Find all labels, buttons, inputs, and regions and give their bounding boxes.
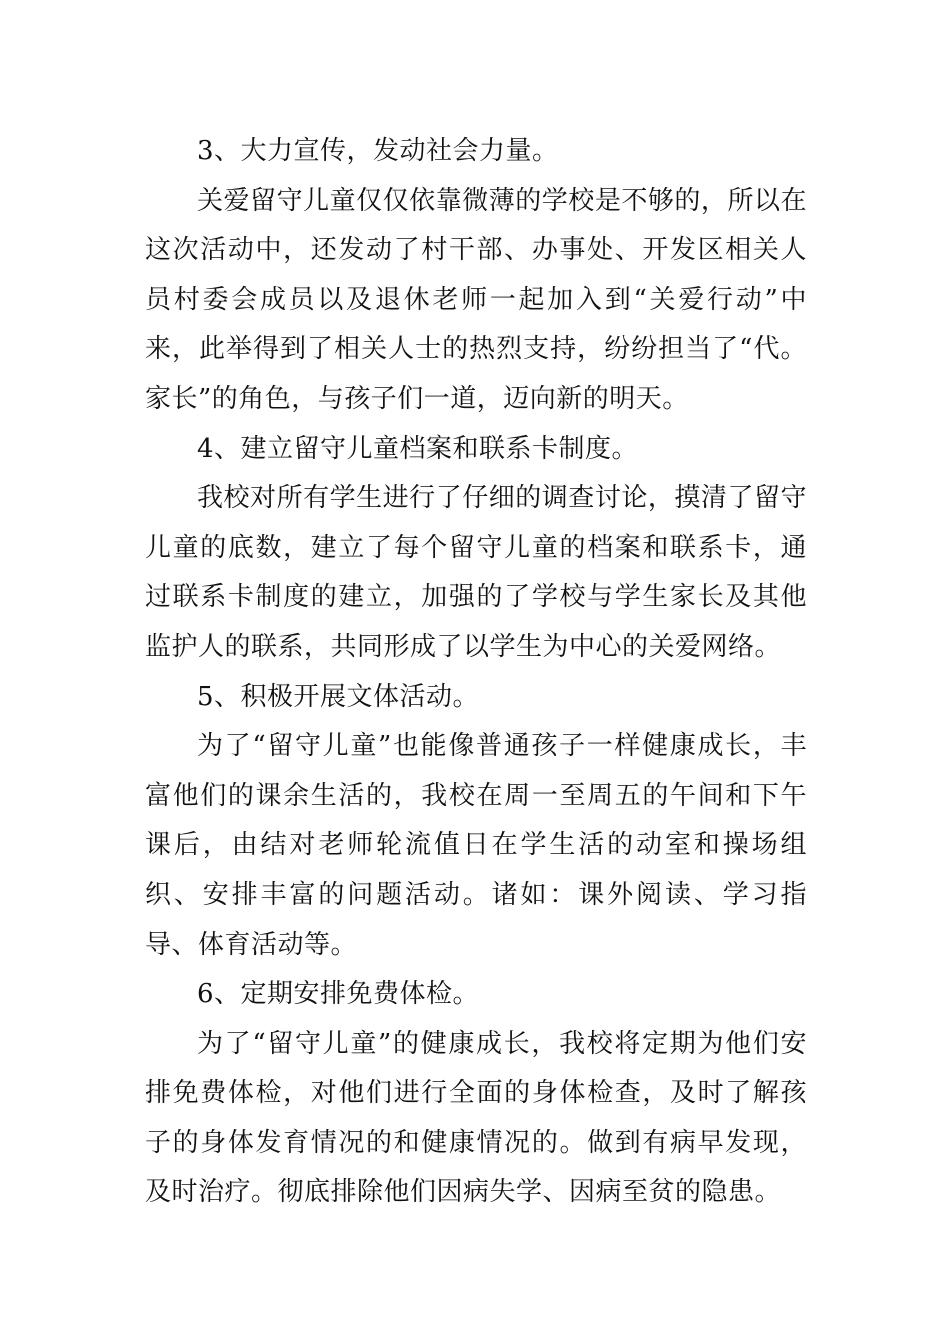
document-body bbox=[145, 127, 807, 1218]
heading-4-records-system: 4、建立留守儿童档案和联系卡制度。 bbox=[197, 433, 639, 464]
paragraph-health-checks: 为了“留守儿童”的健康成长，我校将定期为他们安排免费体检，对他们进行全面的身体检查，及时了解孩子的身体发育情况的和健康情况的。做到有病早发现，及时治疗。彻底排除他们因病失学、因病至贫的隐患。 bbox=[145, 1028, 807, 1208]
heading-5-activities: 5、积极开展文体活动。 bbox=[197, 681, 480, 712]
paragraph-social-support: 关爱留守儿童仅仅依靠微薄的学校是不够的，所以在这次活动中，还发动了村干部、办事处、开发区相关人员村委会成员以及退休老师一起加入到“关爱行动”中来，此举得到了相关人士的热烈支持，纷纷担当了“代。家长”的角色，与孩子们一道，迈向新的明天。 bbox=[145, 185, 807, 414]
paragraph-activities: 为了“留守儿童”也能像普通孩子一样健康成长，丰富他们的课余生活的，我校在周一至周五的午间和下午课后，由结对老师轮流值日在学生活的动室和操场组织、安排丰富的问题活动。诸如：课外阅读、学习指导、体育活动等。 bbox=[145, 731, 807, 960]
heading-3-publicity: 3、大力宣传，发动社会力量。 bbox=[197, 136, 559, 166]
heading-6-health-checks: 6、定期安排免费体检。 bbox=[197, 979, 480, 1010]
paragraph-records-system: 我校对所有学生进行了仔细的调查讨论，摸清了留守儿童的底数，建立了每个留守儿童的档案和联系卡，通过联系卡制度的建立，加强的了学校与学生家长及其他监护人的联系，共同形成了以学生为中心的关爱网络。 bbox=[145, 483, 807, 662]
